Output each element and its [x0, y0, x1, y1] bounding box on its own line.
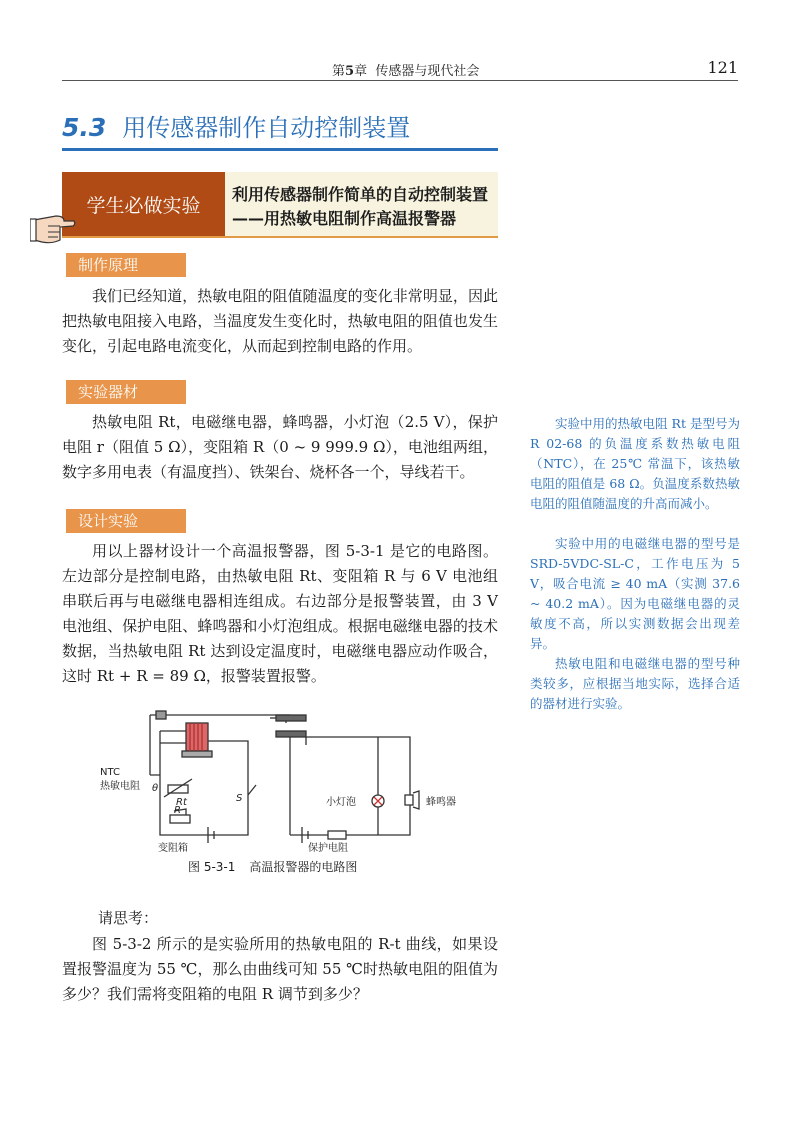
- rt-symbol: Rt: [176, 797, 187, 808]
- lamp-label: 小灯泡: [326, 797, 356, 808]
- page-header: [62, 58, 738, 81]
- side-note-selection: 热敏电阻和电磁继电器的型号种类较多，应根据当地实际，选择合适的器材进行实验。: [530, 656, 740, 711]
- protect-resistor-label: 保护电阻: [308, 843, 348, 854]
- experiment-tag: 学生必做实验: [62, 172, 225, 236]
- chapter-name: 传感器与现代社会: [375, 64, 480, 79]
- section-name: 用传感器制作自动控制装置: [122, 114, 411, 142]
- section-label-principle: 制作原理: [66, 253, 186, 277]
- chapter-number: 5: [345, 64, 355, 79]
- circuit-diagram: [90, 705, 470, 855]
- pointing-hand-icon: [30, 210, 76, 246]
- buzzer-label: 蜂鸣器: [426, 797, 456, 808]
- experiment-title: 利用传感器制作简单的自动控制装置: [232, 185, 489, 204]
- chapter-title: [332, 60, 479, 79]
- side-note-relay: 实验中用的电磁继电器的型号是 SRD-5VDC-SL-C，工作电压为 5 V，吸合电流 ≥ 40 mA（实测 37.6 ~ 40.2 mA）。因为电磁继电器的灵敏度不高，所以实测数据会出现差异。: [530, 536, 740, 651]
- chapter-suffix: 章: [354, 64, 368, 79]
- r-symbol: R: [174, 805, 181, 816]
- think-heading: 请思考：: [98, 909, 159, 927]
- figure-number: 图 5-3-1: [188, 860, 236, 874]
- section-number: 5.3: [62, 113, 107, 142]
- design-paragraph: 用以上器材设计一个高温报警器，图 5-3-1 是它的电路图。左边部分是控制电路，由热敏电阻 Rt、变阻箱 R 与 6 V 电池组串联后再与电磁继电器相连组成。右边部分是报警装置，由 3 V 电池组、保护电阻、蜂鸣器和小灯泡组成。根据电磁继电器的技术数据，当热敏电阻 Rt 达到设定温度时，电磁继电器应动作吸合，这时 Rt + R = 89 Ω，报警装置报警。: [62, 542, 498, 685]
- page-number: 121: [707, 58, 738, 77]
- experiment-banner: [62, 172, 498, 238]
- side-note-thermistor: 实验中用的热敏电阻 Rt 是型号为 R 02-68 的负温度系数热敏电阻（NTC），在 25℃ 常温下，该热敏电阻的阻值是 68 Ω。负温度系数热敏电阻的阻值随温度的升高而减小。: [530, 416, 740, 511]
- materials-paragraph: 热敏电阻 Rt，电磁继电器，蜂鸣器，小灯泡（2.5 V），保护电阻 r（阻值 5 Ω），变阻箱 R（0 ~ 9 999.9 Ω），电池组两组，数字多用电表（有温度挡）、铁架台、烧杯各一个，导线若干。: [62, 413, 498, 481]
- principle-paragraph: 我们已经知道，热敏电阻的阻值随温度的变化非常明显，因此把热敏电阻接入电路，当温度发生变化时，热敏电阻的阻值也发生变化，引起电路电流变化，从而起到控制电路的作用。: [62, 287, 498, 355]
- section-title: [62, 108, 498, 151]
- chapter-prefix: 第: [332, 64, 346, 79]
- think-paragraph: 图 5-3-2 所示的是实验所用的热敏电阻的 R-t 曲线，如果设置报警温度为 55 ℃，那么由曲线可知 55 ℃时热敏电阻的阻值为多少？我们需将变阻箱的电阻 R 调节到多少？: [62, 935, 498, 1003]
- figure-title: 高温报警器的电路图: [249, 860, 358, 874]
- section-label-design: 设计实验: [66, 509, 186, 533]
- theta-symbol: θ: [152, 783, 159, 794]
- ntc-label: NTC: [100, 767, 120, 778]
- rheostat-label: 变阻箱: [158, 843, 188, 854]
- figure-caption: [188, 858, 357, 875]
- switch-label: S: [236, 793, 243, 804]
- experiment-subtitle: ——用热敏电阻制作高温报警器: [232, 209, 457, 228]
- section-label-materials: 实验器材: [66, 380, 186, 404]
- thermistor-label: 热敏电阻: [100, 781, 140, 792]
